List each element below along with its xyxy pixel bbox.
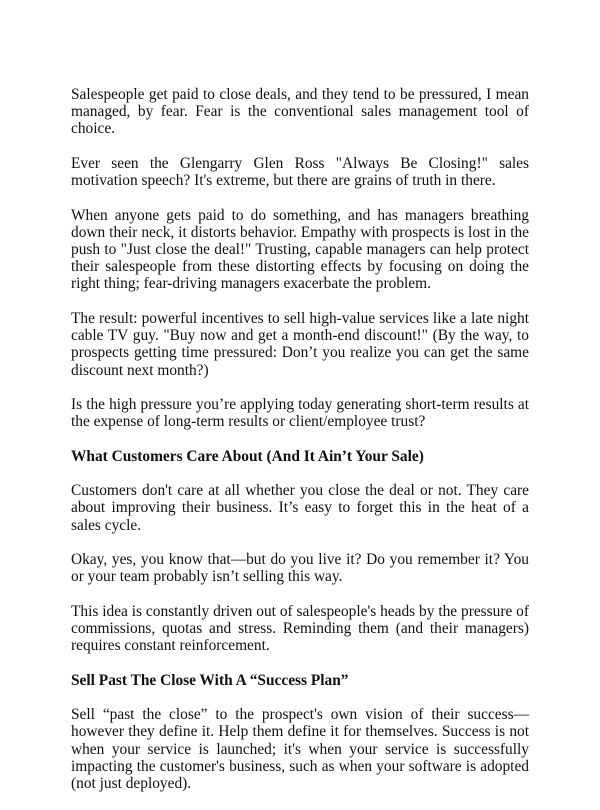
paragraph-constant-reinforcement: This idea is constantly driven out of salespeople's heads by the pressure of commissions, quotas and stress. Reminding them (and their managers) requires constant reinforcement. xyxy=(71,602,529,655)
paragraph-distorts-behavior: When anyone gets paid to do something, and has managers breathing down their neck, it distorts behavior. Empathy with prospects is lost in the push to "Just close the deal!" Trusting, capable managers can help protect their salespeople from these distorting effects by focusing on doing the right thing; fear-driving managers exacerbate the problem. xyxy=(71,206,529,293)
paragraph-do-you-live-it: Okay, yes, you know that—but do you live it? Do you remember it? You or your team probably isn’t selling this way. xyxy=(71,551,529,586)
paragraph-the-result: The result: powerful incentives to sell high-value services like a late night cable TV guy. "Buy now and get a month-end discount!" (By the way, to prospects getting time pressured: Don’t you realize you can get the same discount next month?) xyxy=(71,309,529,379)
section-heading-success-plan: Sell Past The Close With A “Success Plan” xyxy=(71,671,349,689)
paragraph-high-pressure-question: Is the high pressure you’re applying today generating short-term results at the expense of long-term results or client/employee trust? xyxy=(71,396,529,431)
document-page xyxy=(71,86,529,810)
paragraph-sales-fear: Salespeople get paid to close deals, and they tend to be pressured, I mean managed, by fear. Fear is the conventional sales management tool of choice. xyxy=(71,86,529,138)
section-heading-what-customers-care: What Customers Care About (And It Ain’t Your Sale) xyxy=(71,447,424,465)
paragraph-customers-dont-care: Customers don't care at all whether you close the deal or not. They care about improving their business. It’s easy to forget this in the heat of a sales cycle. xyxy=(71,482,529,534)
paragraph-sell-past-the-close: Sell “past the close” to the prospect's own vision of their success—however they define it. Help them define it for themselves. Success is not when your service is launched; it's when your service is successfully impacting the customer's business, such as when your software is adopted (not just deployed). xyxy=(71,706,529,793)
paragraph-glengarry: Ever seen the Glengarry Glen Ross "Always Be Closing!" sales motivation speech? It's extreme, but there are grains of truth in there. xyxy=(71,154,529,190)
